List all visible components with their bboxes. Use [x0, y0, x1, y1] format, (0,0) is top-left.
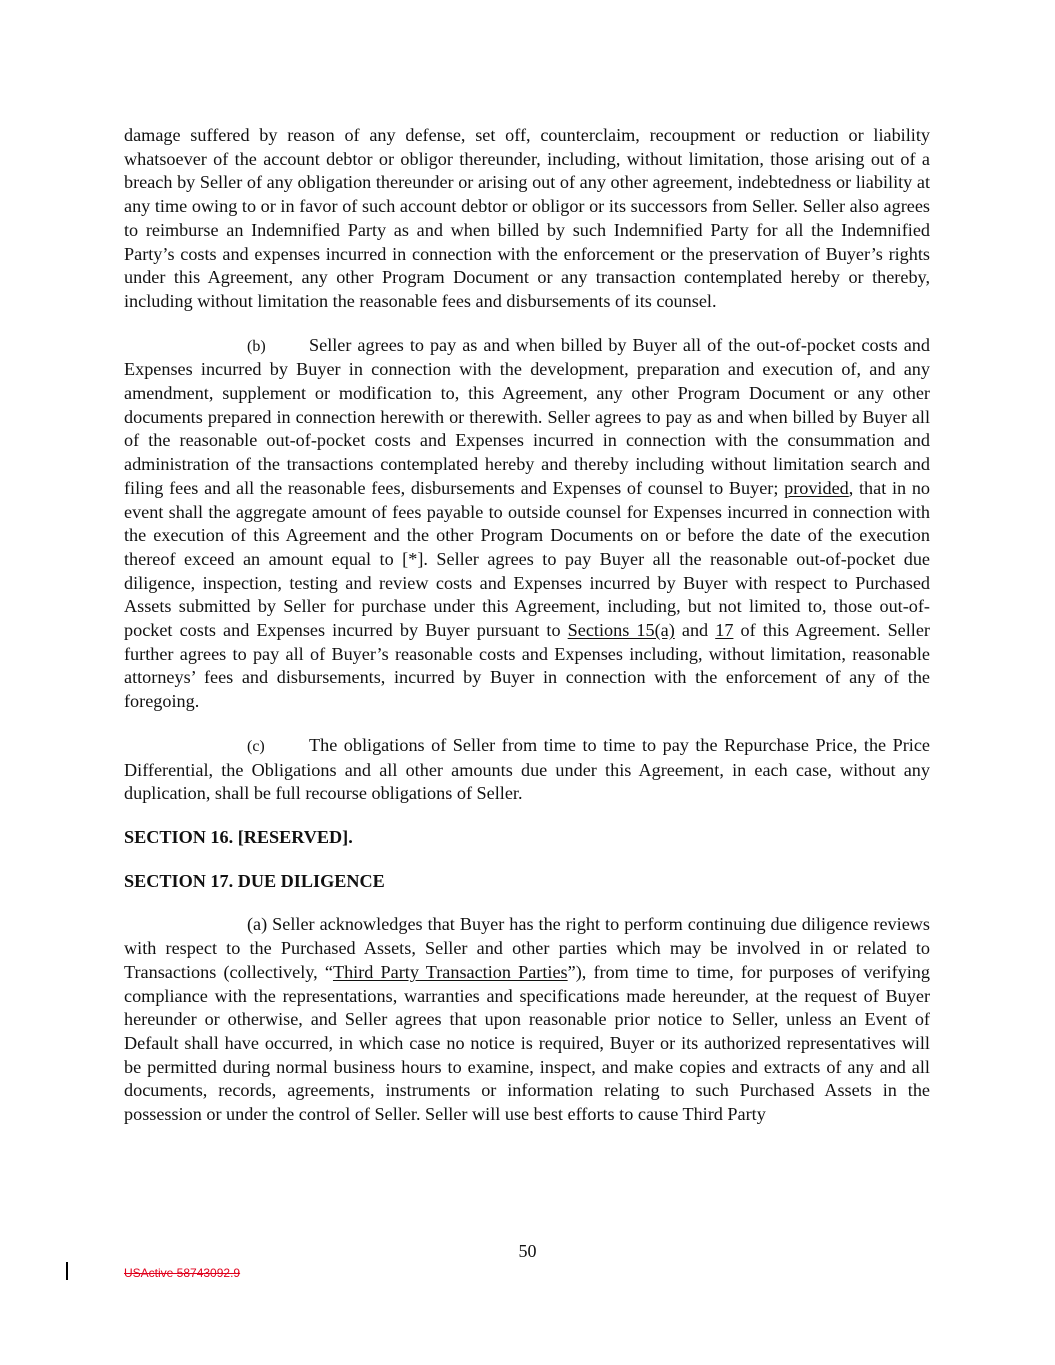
and-connector: and	[674, 620, 716, 641]
paragraph-b	[124, 334, 930, 714]
paragraph-d-text-1: (a) Seller acknowledges that Buyer has the right to perform continuing due diligence reviews with respect to the Purchased Assets, Seller and other parties which may be involved in or related to Transactions (collectively, “	[124, 914, 930, 982]
page-number: 50	[518, 1241, 537, 1261]
section-16-heading: SECTION 16. [RESERVED].	[124, 826, 353, 847]
paragraph-c-label: (c)	[247, 737, 265, 755]
paragraph-d-text-2: ”), from time to time, for purposes of verifying compliance with the representations, warranties and specifications made hereunder, at the request of Buyer hereunder or otherwise, and Seller agrees that upon reasonable prior notice to Seller, unless an Event of Default shall have occurred, in which case no notice is required, Buyer or its authorized representatives will be permitted during normal business hours to examine, inspect, and make copies and extracts of any and all documents, records, agreements, instruments or information relating to such Purchased Assets in the possession or under the control of Seller. Seller will use best efforts to cause Third Party	[124, 961, 930, 1125]
section-17-paragraph-a	[124, 913, 930, 1126]
third-party-transaction-parties-term: Third Party Transaction Parties	[332, 961, 568, 982]
paragraph-b-text-1: Seller agrees to pay as and when billed by Buyer all of the out-of-pocket costs and Expenses incurred by Buyer in connection with the development, preparation and execution of, and any amendment, supplement or modification to, this Agreement, any other Program Document or any other documents prepared in connection herewith or therewith. Seller agrees to pay as and when billed by Buyer all of the reasonable out-of-pocket costs and Expenses incurred in connection with the consummation and administration of the transactions contemplated hereby and thereby including without limitation search and filing fees and all the reasonable fees, disbursements and Expenses of counsel to Buyer;	[124, 334, 930, 498]
section-17-ref: 17	[715, 620, 734, 641]
section-17-heading: SECTION 17. DUE DILIGENCE	[124, 870, 385, 891]
document-page	[124, 124, 930, 1127]
provided-term: provided	[784, 477, 849, 498]
paragraph-b-label: (b)	[247, 337, 266, 355]
document-id-footer: USActive 58743092.9	[124, 1266, 241, 1280]
paragraph-a-continuation: damage suffered by reason of any defense, set off, counterclaim, recoupment or reduction or liability whatsoever of the account debtor or obligor thereunder, including, without limitation, those arising out of a breach by Seller of any obligation thereunder or arising out of any other agreement, indebtedness or liability at any time owing to or in favor of such account debtor or obligor or its successors from Seller. Seller also agrees to reimburse an Indemnified Party as and when billed by such Indemnified Party for all the Indemnified Party’s costs and expenses incurred in connection with the enforcement or the preservation of Buyer’s rights under this Agreement, any other Program Document or any transaction contemplated hereby or thereby, including without limitation the reasonable fees and disbursements of its counsel.	[124, 125, 930, 311]
paragraph-b-text-3: of this Agreement. Seller further agrees to pay all of Buyer’s reasonable costs and Expenses including, without limitation, reasonable attorneys’ fees and disbursements, incurred by Buyer in connection with the enforcement of any of the foregoing.	[124, 620, 930, 712]
paragraph-b-text-2: , that in no event shall the aggregate amount of fees payable to outside counsel for Expenses incurred in connection with the execution of this Agreement and the other Program Documents on or before the date of the execution thereof exceed an amount equal to [*]. Seller agrees to pay Buyer all the reasonable out-of-pocket due diligence, inspection, testing and review costs and Expenses incurred by Buyer with respect to Purchased Assets submitted by Seller for purchase under this Agreement, including, but not limited to, those out-of-pocket costs and Expenses incurred by Buyer pursuant to	[124, 477, 931, 641]
revision-change-bar	[66, 1262, 68, 1280]
paragraph-c-text: The obligations of Seller from time to time to pay the Repurchase Price, the Price Differential, the Obligations and all other amounts due under this Agreement, in each case, without any duplication, shall be full recourse obligations of Seller.	[124, 734, 930, 804]
sections-15a-ref: Sections 15(a)	[567, 620, 675, 641]
paragraph-c	[124, 734, 930, 806]
